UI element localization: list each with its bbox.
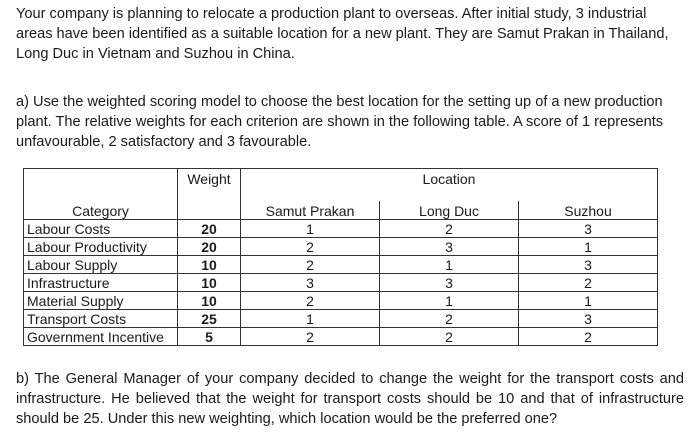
weighted-scoring-table xyxy=(23,168,658,346)
score-cell: 3 xyxy=(519,220,658,238)
score-cell: 2 xyxy=(380,220,519,238)
score-cell: 1 xyxy=(519,292,658,310)
score-cell: 2 xyxy=(380,310,519,328)
table-row xyxy=(24,274,658,292)
question-a-paragraph: a) Use the weighted scoring model to choose the best location for the setting up of a new production plant. The relative weights for each criterion are shown in the following table. A score of 1 represents unfavourable, 2 satisfactory and 3 favourable. xyxy=(16,94,664,150)
category-cell: Labour Productivity xyxy=(24,238,178,256)
intro-paragraph: Your company is planning to relocate a production plant to overseas. After initial study, 3 industrial areas have been identified as a suitable location for a new plant. They are Samut Prakan in Thailand, Long Duc in Vietnam and Suzhou in China. xyxy=(16,6,669,62)
category-cell: Labour Costs xyxy=(24,220,178,238)
weight-cell: 10 xyxy=(178,292,241,310)
weight-cell: 20 xyxy=(178,238,241,256)
score-cell: 3 xyxy=(380,274,519,292)
weight-cell: 5 xyxy=(178,328,241,346)
category-cell: Infrastructure xyxy=(24,274,178,292)
weight-cell: 10 xyxy=(178,256,241,274)
location-header-long-duc: Long Duc xyxy=(380,201,519,220)
blank-header-cell xyxy=(24,169,178,202)
score-cell: 1 xyxy=(380,256,519,274)
table-row xyxy=(24,256,658,274)
question-b-paragraph: b) The General Manager of your company decided to change the weight for the transport costs and infrastructure. He believed that the weight for transport costs should be 10 and that of infrastructure should be 25. Under this new weighting, which location would be the preferred one? xyxy=(16,371,684,427)
table-row xyxy=(24,238,658,256)
table-row xyxy=(24,292,658,310)
score-cell: 3 xyxy=(241,274,380,292)
category-cell: Material Supply xyxy=(24,292,178,310)
weight-subheader-cell xyxy=(178,201,241,220)
score-cell: 1 xyxy=(241,220,380,238)
table-header-row xyxy=(24,169,658,202)
category-header: Category xyxy=(24,201,178,220)
score-cell: 2 xyxy=(241,328,380,346)
score-cell: 1 xyxy=(241,310,380,328)
category-cell: Labour Supply xyxy=(24,256,178,274)
table-subheader-row xyxy=(24,201,658,220)
weight-header: Weight xyxy=(178,169,241,202)
score-cell: 2 xyxy=(241,238,380,256)
location-header: Location xyxy=(241,169,658,202)
table-row xyxy=(24,310,658,328)
table-row xyxy=(24,328,658,346)
weight-cell: 25 xyxy=(178,310,241,328)
score-cell: 2 xyxy=(241,292,380,310)
category-cell: Government Incentive xyxy=(24,328,178,346)
score-cell: 1 xyxy=(519,238,658,256)
score-cell: 2 xyxy=(241,256,380,274)
location-header-suzhou: Suzhou xyxy=(519,201,658,220)
score-cell: 3 xyxy=(519,256,658,274)
location-header-samut-prakan: Samut Prakan xyxy=(241,201,380,220)
weight-cell: 10 xyxy=(178,274,241,292)
score-cell: 2 xyxy=(380,328,519,346)
weight-cell: 20 xyxy=(178,220,241,238)
score-cell: 1 xyxy=(380,292,519,310)
category-cell: Transport Costs xyxy=(24,310,178,328)
score-cell: 2 xyxy=(519,274,658,292)
score-cell: 3 xyxy=(380,238,519,256)
score-cell: 2 xyxy=(519,328,658,346)
score-cell: 3 xyxy=(519,310,658,328)
table-row xyxy=(24,220,658,238)
